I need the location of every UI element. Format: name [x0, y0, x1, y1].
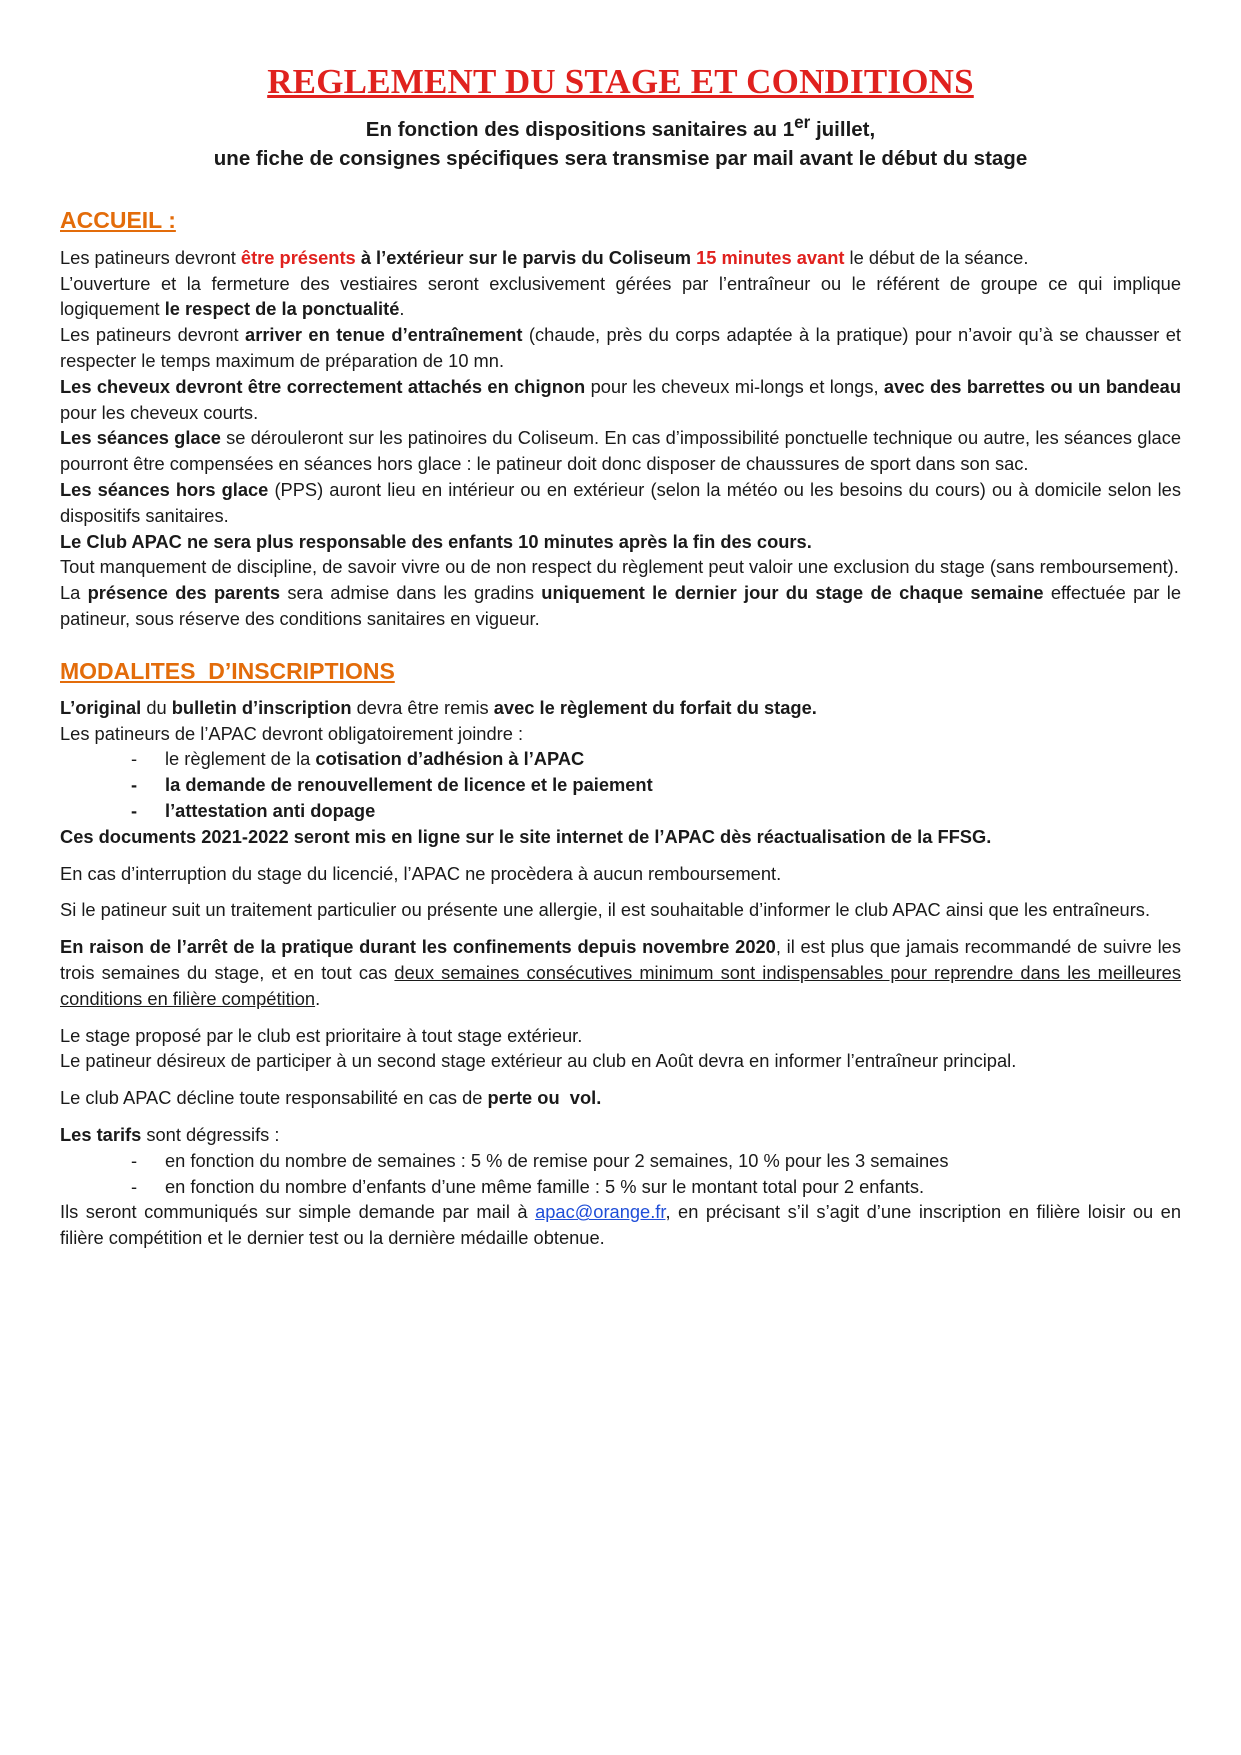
text: (chaude, près du corps adaptée à la pratique) pour n’avoir qu’à se chausser et respecter le temps maximum de préparation de 10 mn. — [60, 324, 1181, 372]
subtitle-line-1 — [60, 108, 1181, 144]
inscriptions-paragraph-10 — [60, 1122, 1181, 1148]
subtitle-line-2: une fiche de consignes spécifiques sera transmise par mail avant le début du stage — [213, 146, 1028, 170]
list-item — [131, 772, 1181, 798]
text: , il est plus que jamais recommandé de suivre les trois semaines du stage, et en tout cas — [60, 936, 1181, 983]
inscriptions-paragraph-7: Le stage proposé par le club est prioritaire à tout stage extérieur. — [60, 1024, 583, 1046]
text: La — [60, 582, 88, 604]
text: se dérouleront sur les patinoires du Coliseum. En cas d’impossibilité ponctuelle technique ou autre, les séances glace pourront être compensées en séances hors glace : le patineur doit donc disposer de chaussures de sport dans son sac. — [60, 427, 1182, 475]
text-bold: la demande de renouvellement de licence et le paiement — [165, 774, 653, 796]
text-bold: avec le règlement du forfait du stage. — [493, 696, 817, 718]
tarifs-list — [60, 1148, 1181, 1200]
text-bold: L’original — [60, 696, 142, 718]
text: pour les cheveux mi-longs et longs, — [585, 375, 884, 397]
text: L’ouverture et la fermeture des vestiaires seront exclusivement gérées par l’entraîneur ou le référent de groupe ce qui implique logiquement — [60, 272, 1181, 320]
inscriptions-paragraph-2: Les patineurs de l’APAC devront obligatoirement joindre : — [60, 722, 524, 744]
accueil-paragraph-1 — [60, 245, 1181, 271]
text: Les patineurs devront — [60, 324, 246, 346]
list-item — [131, 1148, 1181, 1174]
accueil-paragraph-2 — [60, 271, 1181, 323]
text: le règlement de la — [165, 748, 316, 770]
page-title: REGLEMENT DU STAGE ET CONDITIONS — [267, 62, 974, 101]
text-bold: perte ou vol. — [487, 1087, 602, 1109]
dash-bullet: - — [131, 1149, 138, 1171]
text: en fonction du nombre de semaines : 5 % de remise pour 2 semaines, 10 % pour les 3 semaines — [165, 1149, 949, 1171]
list-item — [131, 746, 1181, 772]
text: du — [141, 696, 172, 718]
text: sera admise dans les gradins — [280, 582, 542, 604]
accueil-paragraph-7: Le Club APAC ne sera plus responsable des enfants 10 minutes après la fin des cours. — [60, 530, 812, 552]
accueil-paragraph-5 — [60, 425, 1181, 477]
subtitle-superscript: er — [794, 113, 811, 132]
accueil-paragraph-6 — [60, 477, 1181, 529]
text: sont dégressifs : — [141, 1123, 280, 1145]
text-bold: Les séances glace — [60, 427, 221, 449]
text-bold: présence des parents — [87, 582, 281, 604]
text: Ils seront communiqués sur simple demande par mail à — [60, 1201, 536, 1223]
text-bold: Les cheveux devront être correctement attachés en chignon — [60, 375, 586, 397]
text: Les patineurs devront — [60, 246, 241, 268]
text-bold: En raison de l’arrêt de la pratique durant les confinements depuis novembre 2020 — [60, 936, 776, 958]
highlight-red: être présents — [240, 246, 356, 268]
email-link[interactable]: apac@orange.fr — [535, 1201, 666, 1223]
text-bold: uniquement le dernier jour du stage de chaque semaine — [541, 582, 1044, 604]
text: pour les cheveux courts. — [60, 401, 259, 423]
inscriptions-paragraph-8: Le patineur désireux de participer à un second stage extérieur au club en Août devra en informer l’entraîneur principal. — [60, 1050, 1017, 1072]
dash-bullet: - — [131, 799, 138, 821]
text-bold: Les tarifs — [60, 1123, 142, 1145]
text: effectuée par le patineur, sous réserve des conditions sanitaires en vigueur. — [60, 582, 1182, 629]
text: . — [399, 298, 405, 320]
text: devra être remis — [351, 696, 494, 718]
accueil-paragraph-3 — [60, 322, 1181, 374]
text-bold: arriver en tenue d’entraînement — [245, 324, 523, 346]
text-bold: le respect de la ponctualité — [164, 298, 400, 320]
text: Le club APAC décline toute responsabilité en cas de — [60, 1087, 488, 1109]
accueil-paragraph-4 — [60, 374, 1181, 426]
text-bold: bulletin d’inscription — [171, 696, 352, 718]
accueil-heading: ACCUEIL : — [60, 206, 176, 233]
subtitle-text: En fonction des dispositions sanitaires au 1 — [365, 117, 795, 141]
documents-list — [60, 746, 1181, 823]
text: en fonction du nombre d’enfants d’une même famille : 5 % sur le montant total pour 2 enfants. — [165, 1175, 925, 1197]
accueil-paragraph-8: Tout manquement de discipline, de savoir vivre ou de non respect du règlement peut valoir une exclusion du stage (sans remboursement). — [60, 556, 1179, 578]
text: . — [315, 987, 321, 1009]
inscriptions-paragraph-5: Si le patineur suit un traitement particulier ou présente une allergie, il est souhaitable d’informer le club APAC ainsi que les entraîneurs. — [60, 899, 1151, 921]
text-bold: cotisation d’adhésion à l’APAC — [315, 748, 585, 770]
text-bold: avec des barrettes ou un bandeau — [883, 375, 1181, 397]
inscriptions-paragraph-1 — [60, 695, 1181, 721]
text-bold: l’attestation anti dopage — [165, 799, 376, 821]
dash-bullet: - — [131, 774, 138, 796]
inscriptions-paragraph-4: En cas d’interruption du stage du licencié, l’APAC ne procèdera à aucun remboursement. — [60, 862, 782, 884]
inscriptions-paragraph-11 — [60, 1199, 1181, 1251]
accueil-paragraph-9 — [60, 580, 1181, 632]
text-bold: Les séances hors glace — [60, 479, 269, 500]
inscriptions-paragraph-6 — [60, 934, 1181, 1011]
text: le début de la séance. — [844, 246, 1029, 268]
text: (PPS) auront lieu en intérieur ou en extérieur (selon la météo ou les besoins du cours) ou à domicile selon les dispositifs sanitaires. — [60, 479, 1181, 526]
dash-bullet: - — [131, 1175, 138, 1197]
list-item — [131, 1174, 1181, 1200]
dash-bullet: - — [131, 748, 138, 770]
inscriptions-paragraph-9 — [60, 1085, 1181, 1111]
list-item — [131, 798, 1181, 824]
inscriptions-paragraph-3: Ces documents 2021-2022 seront mis en ligne sur le site internet de l’APAC dès réactualisation de la FFSG. — [60, 825, 992, 847]
subtitle-text-end: juillet, — [810, 117, 876, 141]
highlight-red: 15 minutes avant — [696, 246, 845, 268]
inscriptions-heading: MODALITES D’INSCRIPTIONS — [60, 657, 395, 684]
text-underlined: deux semaines consécutives minimum sont indispensables pour reprendre dans les meilleures conditions en filière compétition — [60, 961, 1181, 1009]
text-bold: à l’extérieur sur le parvis du Coliseum — [355, 246, 697, 268]
text: , en précisant s’il s’agit d’une inscription en filière loisir ou en filière compétition et le dernier test ou la dernière médaille obtenue. — [60, 1201, 1181, 1249]
